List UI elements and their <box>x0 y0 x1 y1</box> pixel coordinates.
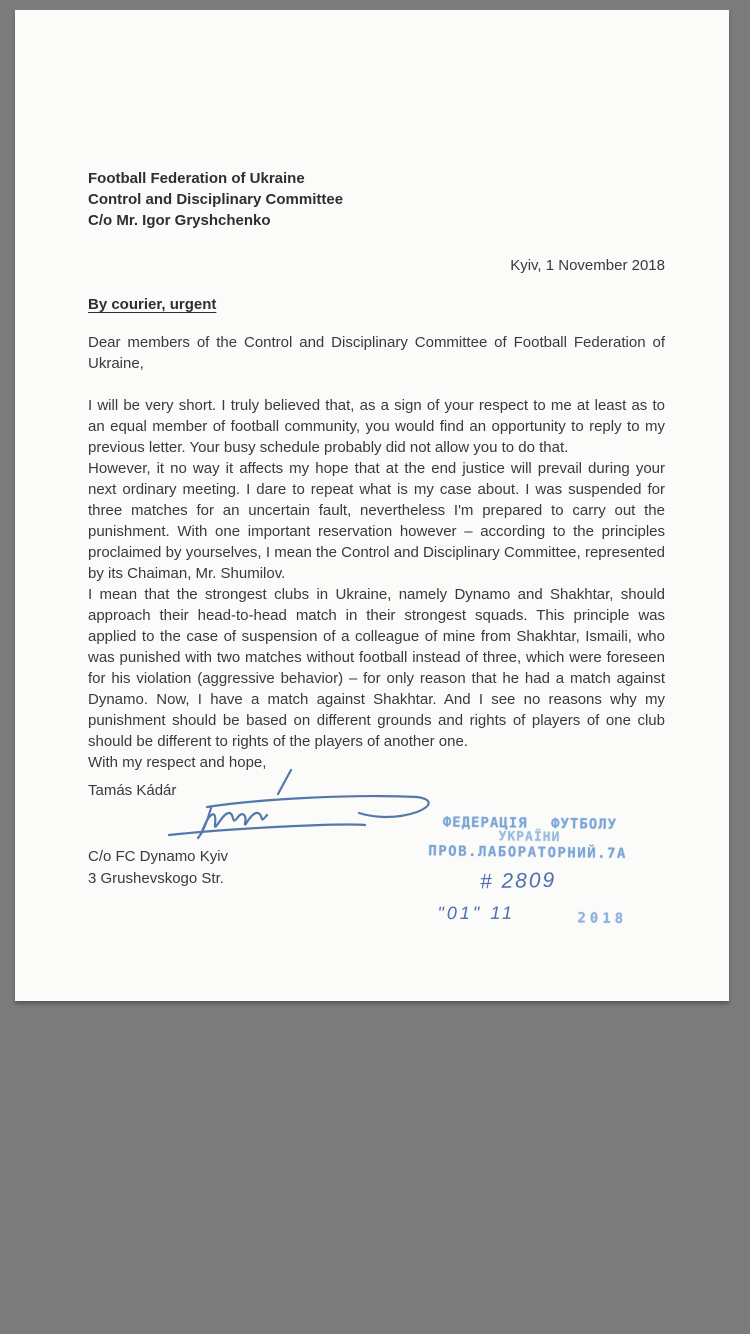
sender-line-2: 3 Grushevskogo Str. <box>88 870 224 887</box>
letter-body <box>88 395 665 773</box>
letter-page <box>15 10 729 1001</box>
signature-ink <box>145 752 445 852</box>
dateline: Kyiv, 1 November 2018 <box>510 257 665 274</box>
body-paragraph-2: However, it no way it affects my hope that at the end justice will prevail during your next ordinary meeting. I dare to repeat what is my case about. I was suspended for three matches for an uncertain fault, nevertheless I'm prepared to carry out the punishment. With one important reservation however – according to the principles proclaimed by yourselves, I mean the Control and Disciplinary Committee, represented by its Chaiman, Mr. Shumilov. <box>88 460 665 582</box>
stamp-handwritten-number: # 2809 <box>479 868 557 894</box>
body-paragraph-1: I will be very short. I truly believed that, as a sign of your respect to me at least as to an equal member of football community, you would find an opportunity to reply to my previous letter. Your busy schedule probably did not allow you to do that. <box>88 397 665 456</box>
recipient-line-1: Football Federation of Ukraine <box>88 170 305 187</box>
signer-name: Tamás Kádár <box>88 782 177 799</box>
body-paragraph-3: I mean that the strongest clubs in Ukraine, namely Dynamo and Shakhtar, should approach their head-to-head match in their strongest squads. This principle was applied to the case of suspension of a colleague of mine from Shakhtar, Ismaili, who was punished with two matches without football instead of three, which were foreseen for his violation (aggressive behavior) – for only reason that he had a match against Dynamo. Now, I have a match against Shakhtar. And I see no reasons why my punishment should be based on different grounds and rights of players of one club should be different to rights of the players of another one. <box>88 586 665 750</box>
stamp-handwritten-date: "01" 11 <box>437 902 516 924</box>
sender-line-1: C/o FC Dynamo Kyiv <box>88 848 229 865</box>
stamp-year: 2018 <box>577 910 628 928</box>
delivery-note: By courier, urgent <box>88 296 217 313</box>
stamp-org-line-2: УКРАЇНИ <box>498 829 561 846</box>
stamp-address-line: ПРОВ.ЛАБОРАТОРНИЙ.7А <box>428 843 628 863</box>
recipient-block <box>88 168 343 231</box>
recipient-line-3: C/o Mr. Igor Gryshchenko <box>88 212 271 229</box>
registration-stamp <box>419 806 681 950</box>
recipient-line-2: Control and Disciplinary Committee <box>88 191 344 208</box>
salutation: Dear members of the Control and Disciplinary Committee of Football Federation of Ukraine, <box>88 334 665 372</box>
sender-block <box>88 846 228 890</box>
closing-line: With my respect and hope, <box>88 754 267 771</box>
stamp-org-line-1: ФЕДЕРАЦІЯ ФУТБОЛУ <box>442 814 618 833</box>
